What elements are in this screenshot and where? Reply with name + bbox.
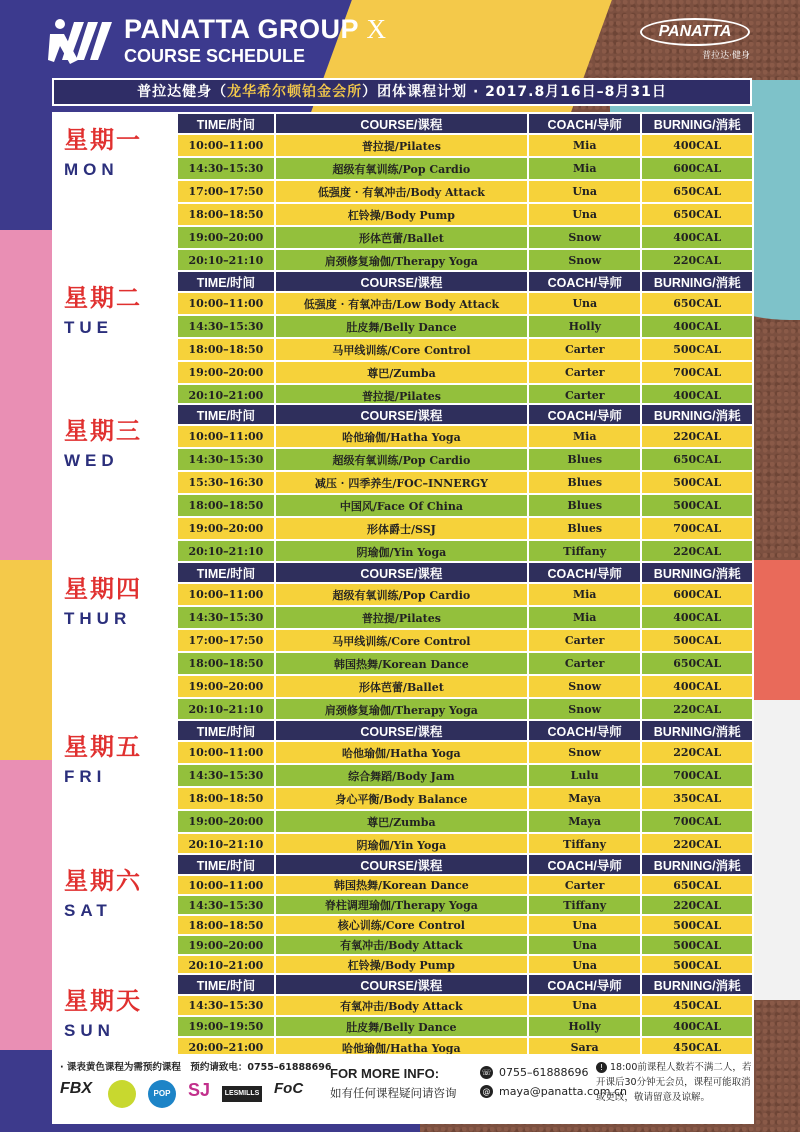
table-row <box>178 339 752 360</box>
class-course: 脊柱调理瑜伽/Therapy Yoga <box>276 896 527 914</box>
day-label <box>52 112 176 273</box>
schedule-table <box>176 973 754 1059</box>
class-time: 18:00–18:50 <box>178 204 274 225</box>
day-block-mon <box>52 112 754 273</box>
table-row <box>178 426 752 447</box>
class-burning: 400CAL <box>642 227 752 248</box>
class-course: 减压 · 四季养生/FOC–INNERGY <box>276 472 527 493</box>
class-time: 18:00–18:50 <box>178 339 274 360</box>
col-time: TIME/时间 <box>178 405 274 424</box>
table-header <box>178 975 752 994</box>
class-burning: 220CAL <box>642 541 752 562</box>
table-row <box>178 449 752 470</box>
class-time: 14:30–15:30 <box>178 896 274 914</box>
class-time: 14:30–15:30 <box>178 765 274 786</box>
class-coach: Snow <box>529 742 641 763</box>
class-burning: 700CAL <box>642 362 752 383</box>
class-time: 20:10–21:00 <box>178 956 274 974</box>
class-course: 哈他瑜伽/Hatha Yoga <box>276 426 527 447</box>
class-coach: Mia <box>529 135 640 156</box>
table-row <box>178 834 752 855</box>
day-name-cn: 星期五 <box>64 732 142 761</box>
class-coach: Tiffany <box>529 834 641 855</box>
col-time: TIME/时间 <box>178 272 274 291</box>
day-block-sun <box>52 973 754 1059</box>
class-course: 肩颈修复瑜伽/Therapy Yoga <box>276 250 527 271</box>
class-time: 10:00–11:00 <box>178 584 274 605</box>
table-row <box>178 896 752 914</box>
class-burning: 650CAL <box>642 449 752 470</box>
more-info-title: FOR MORE INFO: <box>330 1066 440 1081</box>
sj-logo: SJ <box>188 1080 211 1100</box>
class-course: 低强度 · 有氧冲击/Body Attack <box>276 181 527 202</box>
class-coach: Snow <box>529 250 640 271</box>
day-block-sat <box>52 853 754 976</box>
col-coach: COACH/导师 <box>529 405 640 424</box>
class-course: 马甲线训练/Core Control <box>276 630 527 651</box>
schedule-table <box>176 112 754 273</box>
col-coach: COACH/导师 <box>529 855 640 874</box>
table-row <box>178 541 752 562</box>
day-label <box>52 270 176 408</box>
phone-icon: ☏ <box>481 1068 492 1077</box>
class-coach: Carter <box>529 362 640 383</box>
day-name-cn: 星期六 <box>64 866 142 895</box>
table-row <box>178 181 752 202</box>
class-time: 14:30–15:30 <box>178 316 274 337</box>
lesmills-logo: LESMILLS <box>222 1086 262 1102</box>
brand-logo <box>640 18 750 62</box>
table-row <box>178 876 752 894</box>
class-burning: 700CAL <box>642 765 752 786</box>
class-burning: 500CAL <box>642 495 752 516</box>
col-time: TIME/时间 <box>178 114 274 133</box>
class-time: 20:10–21:00 <box>178 385 274 406</box>
col-burning: BURNING/消耗 <box>642 975 752 994</box>
tip-text: 18:00前课程人数若不满二人，若开课后30分钟无会员，课程可能取消或更改，敬请留意及谅解。 <box>596 1062 752 1103</box>
class-coach: Una <box>529 293 640 314</box>
class-coach: Lulu <box>529 765 641 786</box>
class-course: 低强度 · 有氧冲击/Low Body Attack <box>276 293 527 314</box>
col-time: TIME/时间 <box>178 855 274 874</box>
table-header <box>178 405 752 424</box>
class-course: 普拉提/Pilates <box>276 607 527 628</box>
col-course: COURSE/课程 <box>276 721 527 740</box>
day-label <box>52 973 176 1059</box>
col-course: COURSE/课程 <box>276 563 527 582</box>
schedule-table <box>176 270 754 408</box>
class-time: 18:00–18:50 <box>178 916 274 934</box>
col-time: TIME/时间 <box>178 563 274 582</box>
class-time: 19:00–20:00 <box>178 936 274 954</box>
table-row <box>178 676 752 697</box>
day-label <box>52 561 176 722</box>
table-row <box>178 316 752 337</box>
class-coach: Carter <box>529 653 640 674</box>
class-time: 17:00–17:50 <box>178 181 274 202</box>
table-row <box>178 204 752 225</box>
col-burning: BURNING/消耗 <box>642 405 752 424</box>
class-course: 有氧冲击/Body Attack <box>276 936 527 954</box>
class-time: 14:30–15:30 <box>178 996 274 1015</box>
table-row <box>178 472 752 493</box>
class-time: 14:30–15:30 <box>178 607 274 628</box>
col-course: COURSE/课程 <box>276 272 527 291</box>
day-name-en: TUE <box>64 318 113 337</box>
class-time: 10:00–11:00 <box>178 293 274 314</box>
class-burning: 650CAL <box>642 876 752 894</box>
class-burning: 220CAL <box>642 250 752 271</box>
class-course: 中国风/Face Of China <box>276 495 527 516</box>
class-burning: 220CAL <box>642 426 752 447</box>
class-course: 杠铃操/Body Pump <box>276 204 527 225</box>
schedule-table <box>176 403 754 564</box>
class-course: 身心平衡/Body Balance <box>276 788 527 809</box>
class-time: 20:00–21:00 <box>178 1038 274 1057</box>
class-burning: 450CAL <box>642 1038 752 1057</box>
table-row <box>178 135 752 156</box>
class-course: 韩国热舞/Korean Dance <box>276 876 527 894</box>
table-header <box>178 721 752 740</box>
col-course: COURSE/课程 <box>276 855 527 874</box>
day-block-wed <box>52 403 754 564</box>
schedule-table <box>176 719 754 857</box>
table-row <box>178 765 752 786</box>
day-name-en: FRI <box>64 767 107 786</box>
class-burning: 700CAL <box>642 518 752 539</box>
class-time: 18:00–18:50 <box>178 653 274 674</box>
table-header <box>178 114 752 133</box>
partner-logos <box>60 1080 304 1108</box>
class-time: 20:10–21:10 <box>178 250 274 271</box>
class-burning: 650CAL <box>642 653 752 674</box>
class-burning: 220CAL <box>642 699 752 720</box>
col-course: COURSE/课程 <box>276 114 527 133</box>
class-burning: 400CAL <box>642 385 752 406</box>
class-coach: Sara <box>529 1038 641 1057</box>
contact-email: maya@panatta.com.cn <box>499 1085 628 1098</box>
table-row <box>178 250 752 271</box>
class-course: 肩颈修复瑜伽/Therapy Yoga <box>276 699 527 720</box>
class-burning: 500CAL <box>642 916 752 934</box>
class-coach: Una <box>529 916 640 934</box>
col-coach: COACH/导师 <box>529 114 640 133</box>
class-time: 10:00–11:00 <box>178 876 274 894</box>
class-burning: 500CAL <box>642 956 752 974</box>
footer <box>52 1054 754 1124</box>
class-time: 20:10–21:10 <box>178 699 274 720</box>
class-coach: Maya <box>529 811 641 832</box>
banner-suffix: ）团体课程计划 · 2017.8月16日–8月31日 <box>362 84 667 100</box>
class-burning: 400CAL <box>642 676 752 697</box>
class-coach: Mia <box>529 607 640 628</box>
class-burning: 350CAL <box>642 788 752 809</box>
col-coach: COACH/导师 <box>529 975 641 994</box>
table-row <box>178 584 752 605</box>
class-burning: 220CAL <box>642 896 752 914</box>
day-name-en: SUN <box>64 1021 115 1040</box>
day-name-en: THUR <box>64 609 132 628</box>
day-block-thur <box>52 561 754 722</box>
class-burning: 400CAL <box>642 316 752 337</box>
class-burning: 400CAL <box>642 607 752 628</box>
class-coach: Blues <box>529 518 640 539</box>
schedule-table <box>176 561 754 722</box>
day-name-cn: 星期天 <box>64 986 142 1015</box>
class-course: 核心训练/Core Control <box>276 916 527 934</box>
col-coach: COACH/导师 <box>529 272 640 291</box>
class-coach: Maya <box>529 788 641 809</box>
class-coach: Tiffany <box>529 896 640 914</box>
class-course: 有氧冲击/Body Attack <box>276 996 527 1015</box>
day-block-tue <box>52 270 754 408</box>
table-row <box>178 293 752 314</box>
class-time: 19:00–20:00 <box>178 518 274 539</box>
class-coach: Tiffany <box>529 541 640 562</box>
class-coach: Una <box>529 204 640 225</box>
class-time: 18:00–18:50 <box>178 495 274 516</box>
page-title-x: X <box>366 14 387 44</box>
class-time: 18:00–18:50 <box>178 788 274 809</box>
col-time: TIME/时间 <box>178 975 274 994</box>
class-course: 哈他瑜伽/Hatha Yoga <box>276 742 527 763</box>
table-row <box>178 742 752 763</box>
col-time: TIME/时间 <box>178 721 274 740</box>
table-row <box>178 362 752 383</box>
class-burning: 450CAL <box>642 996 752 1015</box>
day-label <box>52 853 176 976</box>
class-time: 19:00–20:00 <box>178 362 274 383</box>
class-time: 19:00–19:50 <box>178 1017 274 1036</box>
class-course: 普拉提/Pilates <box>276 135 527 156</box>
foc-logo: FoC <box>274 1080 304 1097</box>
class-time: 14:30–15:30 <box>178 449 274 470</box>
class-course: 综合舞蹈/Body Jam <box>276 765 527 786</box>
class-course: 肚皮舞/Belly Dance <box>276 316 527 337</box>
class-course: 超级有氧训练/Pop Cardio <box>276 449 527 470</box>
col-burning: BURNING/消耗 <box>642 721 752 740</box>
table-row <box>178 788 752 809</box>
class-time: 10:00–11:00 <box>178 135 274 156</box>
class-burning: 650CAL <box>642 181 752 202</box>
class-coach: Una <box>529 181 640 202</box>
info-icon: ! <box>596 1062 607 1073</box>
background-shape <box>0 560 60 760</box>
table-row <box>178 158 752 179</box>
table-row <box>178 630 752 651</box>
class-burning: 500CAL <box>642 936 752 954</box>
page-subtitle: COURSE SCHEDULE <box>124 46 306 66</box>
col-coach: COACH/导师 <box>529 721 641 740</box>
class-time: 19:00–20:00 <box>178 811 274 832</box>
class-burning: 220CAL <box>642 742 752 763</box>
table-header <box>178 563 752 582</box>
class-burning: 600CAL <box>642 158 752 179</box>
class-burning: 700CAL <box>642 811 752 832</box>
class-time: 20:10–21:10 <box>178 541 274 562</box>
class-coach: Carter <box>529 385 640 406</box>
class-burning: 650CAL <box>642 204 752 225</box>
class-coach: Blues <box>529 449 640 470</box>
table-row <box>178 518 752 539</box>
class-time: 20:10–21:10 <box>178 834 274 855</box>
booking-note: · 课表黄色课程为需预约课程 预约请致电：0755–61888696 <box>60 1062 332 1073</box>
more-info-text: 如有任何课程疑问请咨询 <box>330 1086 457 1100</box>
class-burning: 600CAL <box>642 584 752 605</box>
class-coach: Snow <box>529 699 640 720</box>
class-coach: Snow <box>529 227 640 248</box>
class-course: 阴瑜伽/Yin Yoga <box>276 541 527 562</box>
class-course: 形体芭蕾/Ballet <box>276 227 527 248</box>
table-row <box>178 996 752 1015</box>
pop-logo: POP <box>148 1080 176 1108</box>
contact-phone: 0755–61888696 <box>499 1066 589 1079</box>
col-burning: BURNING/消耗 <box>642 272 752 291</box>
class-coach: Blues <box>529 472 640 493</box>
class-burning: 500CAL <box>642 630 752 651</box>
schedule-table <box>176 853 754 976</box>
brand-cn: 普拉达·健身 <box>702 51 750 61</box>
col-course: COURSE/课程 <box>276 975 527 994</box>
table-header <box>178 855 752 874</box>
class-coach: Snow <box>529 676 640 697</box>
banner-prefix: 普拉达健身（ <box>137 84 228 100</box>
table-row <box>178 699 752 720</box>
email-icon: @ <box>480 1085 493 1098</box>
group-x-logo-icon <box>48 16 112 66</box>
class-time: 10:00–11:00 <box>178 742 274 763</box>
table-row <box>178 607 752 628</box>
class-coach: Carter <box>529 630 640 651</box>
cancellation-tip <box>596 1060 752 1105</box>
table-row <box>178 811 752 832</box>
class-coach: Holly <box>529 1017 641 1036</box>
class-burning: 400CAL <box>642 135 752 156</box>
class-coach: Blues <box>529 495 640 516</box>
schedule-banner <box>52 78 752 106</box>
class-burning: 500CAL <box>642 472 752 493</box>
day-name-en: MON <box>64 160 119 179</box>
class-time: 14:30–15:30 <box>178 158 274 179</box>
day-name-cn: 星期二 <box>64 283 142 312</box>
class-time: 15:30–16:30 <box>178 472 274 493</box>
class-course: 肚皮舞/Belly Dance <box>276 1017 527 1036</box>
class-course: 形体芭蕾/Ballet <box>276 676 527 697</box>
table-row <box>178 653 752 674</box>
class-time: 10:00–11:00 <box>178 426 274 447</box>
class-coach: Mia <box>529 584 640 605</box>
class-time: 19:00–20:00 <box>178 676 274 697</box>
class-coach: Una <box>529 936 640 954</box>
table-row <box>178 1017 752 1036</box>
col-course: COURSE/课程 <box>276 405 527 424</box>
page-title-main: PANATTA GROUP <box>124 14 359 44</box>
table-header <box>178 272 752 291</box>
class-course: 韩国热舞/Korean Dance <box>276 653 527 674</box>
class-coach: Carter <box>529 876 640 894</box>
class-coach: Una <box>529 996 641 1015</box>
class-course: 阴瑜伽/Yin Yoga <box>276 834 527 855</box>
class-coach: Holly <box>529 316 640 337</box>
class-burning: 500CAL <box>642 339 752 360</box>
col-coach: COACH/导师 <box>529 563 640 582</box>
class-course: 尊巴/Zumba <box>276 362 527 383</box>
class-time: 19:00–20:00 <box>178 227 274 248</box>
class-burning: 220CAL <box>642 834 752 855</box>
day-block-fri <box>52 719 754 857</box>
zumba-logo <box>108 1080 136 1108</box>
class-coach: Carter <box>529 339 640 360</box>
banner-venue: 龙华希尔顿铂金会所 <box>227 84 363 100</box>
day-label <box>52 719 176 857</box>
day-name-en: WED <box>64 451 119 470</box>
table-row <box>178 495 752 516</box>
class-course: 超级有氧训练/Pop Cardio <box>276 158 527 179</box>
day-name-cn: 星期一 <box>64 125 142 154</box>
day-name-cn: 星期四 <box>64 574 142 603</box>
class-coach: Una <box>529 956 640 974</box>
day-name-cn: 星期三 <box>64 416 142 445</box>
class-time: 17:00–17:50 <box>178 630 274 651</box>
col-burning: BURNING/消耗 <box>642 114 752 133</box>
col-burning: BURNING/消耗 <box>642 855 752 874</box>
fbx-logo: FBX <box>60 1080 92 1097</box>
table-row <box>178 936 752 954</box>
class-course: 尊巴/Zumba <box>276 811 527 832</box>
brand-name: PANATTA <box>640 18 750 46</box>
table-row <box>178 227 752 248</box>
class-course: 杠铃操/Body Pump <box>276 956 527 974</box>
day-name-en: SAT <box>64 901 112 920</box>
class-course: 马甲线训练/Core Control <box>276 339 527 360</box>
table-row <box>178 956 752 974</box>
class-burning: 400CAL <box>642 1017 752 1036</box>
more-info <box>330 1066 457 1101</box>
class-coach: Mia <box>529 158 640 179</box>
col-burning: BURNING/消耗 <box>642 563 752 582</box>
class-burning: 650CAL <box>642 293 752 314</box>
class-course: 哈他瑜伽/Hatha Yoga <box>276 1038 527 1057</box>
class-course: 普拉提/Pilates <box>276 385 527 406</box>
page-title <box>124 14 387 45</box>
class-course: 超级有氧训练/Pop Cardio <box>276 584 527 605</box>
table-row <box>178 916 752 934</box>
class-course: 形体爵士/SSJ <box>276 518 527 539</box>
class-coach: Mia <box>529 426 640 447</box>
day-label <box>52 403 176 564</box>
